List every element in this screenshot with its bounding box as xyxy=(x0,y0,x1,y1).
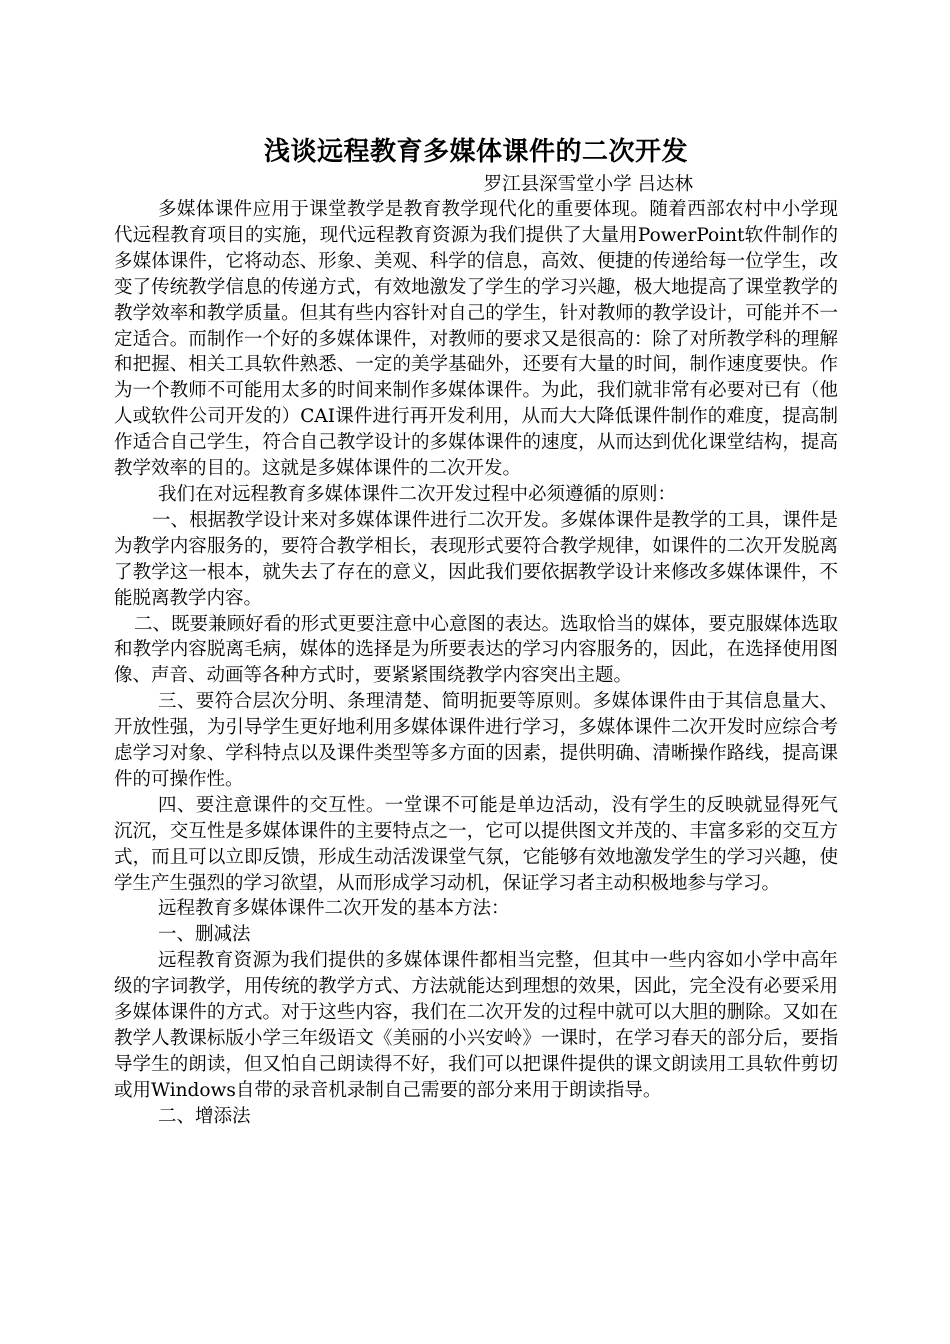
paragraph-principle-3: 三、要符合层次分明、条理清楚、简明扼要等原则。多媒体课件由于其信息量大、开放性强，为引导学生更好地利用多媒体课件进行学习，多媒体课件二次开发时应综合考虑学习对象、学科特点以及课件类型等多方面的因素，提供明确、清晰操作路线，提高课件的可操作性。 xyxy=(114,691,838,790)
paragraph-principles-heading: 我们在对远程教育多媒体课件二次开发过程中必须遵循的原则： xyxy=(158,483,677,505)
paragraph-method-1-heading: 一、删减法 xyxy=(158,924,251,946)
document-body xyxy=(114,134,838,1130)
paragraph-principle-1: 一、根据教学设计来对多媒体课件进行二次开发。多媒体课件是教学的工具，课件是为教学内容服务的，要符合教学相长，表现形式要符合教学规律，如课件的二次开发脱离了教学这一根本，就失去了存在的意义，因此我们要依据教学设计来修改多媒体课件，不能脱离教学内容。 xyxy=(114,509,838,609)
paragraph-method-1-body: 远程教育资源为我们提供的多媒体课件都相当完整，但其中一些内容如小学中高年级的字词教学，用传统的教学方式、方法就能达到理想的效果，因此，完全没有必要采用多媒体课件的方式。对于这些内容，我们在二次开发的过程中就可以大胆的删除。又如在教学人教课标版小学三年级语文《美丽的小兴安岭》一课时，在学习春天的部分后，要指导学生的朗读，但又怕自己朗读得不好，我们可以把课件提供的课文朗读用工具软件剪切或用Windows自带的录音机录制自己需要的部分来用于朗读指导。 xyxy=(114,950,838,1101)
paragraph-principle-4: 四、要注意课件的交互性。一堂课不可能是单边活动，没有学生的反映就显得死气沉沉，交互性是多媒体课件的主要特点之一，它可以提供图文并茂的、丰富多彩的交互方式，而且可以立即反馈，形成生动活泼课堂气氛，它能够有效地激发学生的学习兴趣，使学生产生强烈的学习欲望，从而形成学习动机，保证学习者主动积极地参与学习。 xyxy=(114,794,838,894)
document-title: 浅谈远程教育多媒体课件的二次开发 xyxy=(263,137,688,167)
paragraph-intro: 多媒体课件应用于课堂教学是教育教学现代化的重要体现。随着西部农村中小学现代远程教育项目的实施，现代远程教育资源为我们提供了大量用PowerPoint软件制作的多媒体课件，它将动态、形象、美观、科学的信息，高效、便捷的传递给每一位学生，改变了传统教学信息的传递方式，有效地激发了学生的学习兴趣，极大地提高了课堂教学的教学效率和教学质量。但其有些内容针对自己的学生，针对教师的教学设计，可能并不一定适合。而制作一个好的多媒体课件，对教师的要求又是很高的：除了对所教学科的理解和把握、相关工具软件熟悉、一定的美学基础外，还要有大量的时间，制作速度要快。作为一个教师不可能用太多的时间来制作多媒体课件。为此，我们就非常有必要对已有（他人或软件公司开发的）CAI课件进行再开发利用，从而大大降低课件制作的难度，提高制作适合自己学生，符合自己教学设计的多媒体课件的速度，从而达到优化课堂结构，提高教学效率的目的。这就是多媒体课件的二次开发。 xyxy=(114,199,838,480)
document-author: 罗江县深雪堂小学 吕达林 xyxy=(483,174,693,195)
paragraph-methods-heading: 远程教育多媒体课件二次开发的基本方法： xyxy=(158,898,510,920)
paragraph-principle-2: 二、既要兼顾好看的形式更要注意中心意图的表达。选取恰当的媒体，要克服媒体选取和教学内容脱离毛病，媒体的选择是为所要表达的学习内容服务的，因此，在选择使用图像、声音、动画等各种方式时，要紧紧围绕教学内容突出主题。 xyxy=(114,613,838,687)
paragraph-method-2-heading: 二、增添法 xyxy=(158,1105,251,1127)
